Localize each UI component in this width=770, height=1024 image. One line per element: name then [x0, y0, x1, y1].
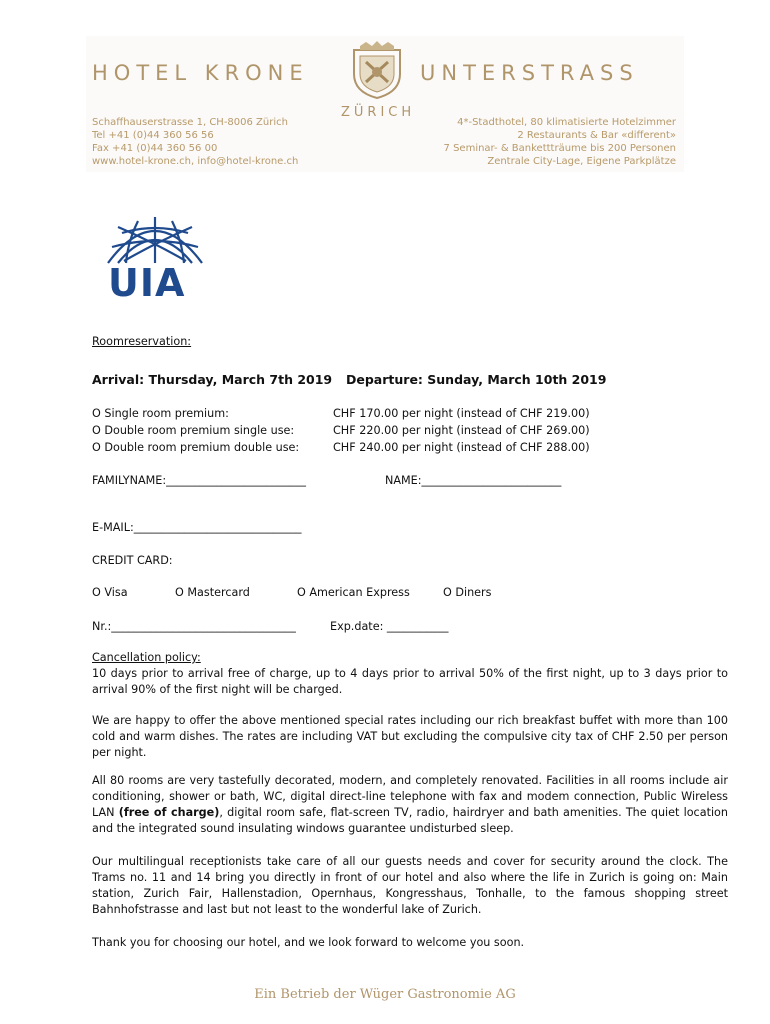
thanks-paragraph: Thank you for choosing our hotel, and we look forward to welcome you soon. — [92, 936, 525, 949]
card-option-diners[interactable]: O Diners — [443, 586, 492, 599]
card-option-amex[interactable]: O American Express — [297, 586, 410, 599]
phone-line: Tel +41 (0)44 360 56 56 — [92, 130, 214, 141]
free-of-charge-note: (free of charge) — [118, 806, 220, 819]
cancellation-title: Cancellation policy: — [92, 651, 201, 664]
brand-name-right: UNTERSTRASS — [420, 61, 639, 85]
room-price: CHF 240.00 per night (instead of CHF 288.00) — [333, 441, 590, 454]
room-price: CHF 220.00 per night (instead of CHF 269.00) — [333, 424, 590, 437]
card-option-visa[interactable]: O Visa — [92, 586, 128, 599]
room-option-double-single[interactable]: O Double room premium single use: — [92, 424, 295, 437]
staff-paragraph: Our multilingual receptionists take care of all our guests needs and cover for security around the clock. The Trams no. 11 and 14 bring you directly in front of our hotel and also where the life in Zurich is going on: Main station, Zurich Fair, Hallenstadion, Opernhaus, Kongresshaus, Tonhalle, to the famous shopping street Bahnhofstrasse and last but not least to the wonderful lake of Zurich. — [92, 855, 728, 916]
uia-logo-text: UIA — [108, 261, 186, 305]
name-field[interactable]: NAME:_________________________ — [385, 474, 562, 487]
room-option-double-double[interactable]: O Double room premium double use: — [92, 441, 300, 454]
hotel-info-block — [444, 116, 676, 168]
departure-date: Departure: Sunday, March 10th 2019 — [346, 372, 607, 387]
footer-text: Ein Betrieb der Wüger Gastronomie AG — [254, 987, 516, 1002]
fax-line: Fax +41 (0)44 360 56 00 — [92, 143, 218, 154]
card-number-field[interactable]: Nr.:_________________________________ — [92, 620, 296, 633]
hotel-address-block — [92, 116, 298, 168]
reservation-heading: Roomreservation: — [92, 335, 192, 348]
card-option-mastercard[interactable]: O Mastercard — [175, 586, 250, 599]
info-line: 7 Seminar- & Bankettträume bis 200 Personen — [443, 143, 676, 154]
web-line: www.hotel-krone.ch, info@hotel-krone.ch — [92, 156, 299, 167]
room-option-single[interactable]: O Single room premium: — [92, 407, 229, 420]
info-line: 2 Restaurants & Bar «different» — [517, 130, 676, 141]
cancellation-text: 10 days prior to arrival free of charge, up to 4 days prior to arrival 50% of the first night, up to 3 days prior to arrival 90% of the first night will be charged. — [92, 667, 728, 696]
brand-name-left: HOTEL KRONE — [92, 61, 309, 85]
rooms-text: All 80 rooms are very tastefully decorated, modern, and completely renovated. Facilities in all rooms include air conditioning, shower or bath, WC, digital direct-line telephone with fax and modem connection, Public Wireless LAN — [92, 774, 728, 819]
rooms-text: , digital room safe, flat-screen TV, radio, hairdryer and bath amenities. The quiet location and the integrated sound insulating windows guarantee undisturbed sleep. — [92, 806, 728, 835]
room-price: CHF 170.00 per night (instead of CHF 219.00) — [333, 407, 590, 420]
info-line: 4*-Stadthotel, 80 klimatisierte Hotelzimmer — [457, 117, 676, 128]
expiry-date-field[interactable]: Exp.date: ___________ — [330, 620, 449, 633]
email-field[interactable]: E-MAIL:______________________________ — [92, 521, 302, 534]
hotel-crest-icon — [346, 40, 408, 102]
offer-paragraph: We are happy to offer the above mentioned special rates including our rich breakfast buffet with more than 100 cold and warm dishes. The rates are including VAT but excluding the compulsive city tax of CHF 2.50 per person per night. — [92, 714, 728, 759]
familyname-field[interactable]: FAMILYNAME:_________________________ — [92, 474, 306, 487]
info-line: Zentrale City-Lage, Eigene Parkplätze — [487, 156, 676, 167]
arrival-date: Arrival: Thursday, March 7th 2019 — [92, 372, 333, 387]
credit-card-label: CREDIT CARD: — [92, 554, 173, 567]
city-label: ZÜRICH — [341, 105, 416, 120]
address-line: Schaffhauserstrasse 1, CH-8006 Zürich — [92, 117, 288, 128]
rooms-paragraph — [92, 773, 728, 837]
